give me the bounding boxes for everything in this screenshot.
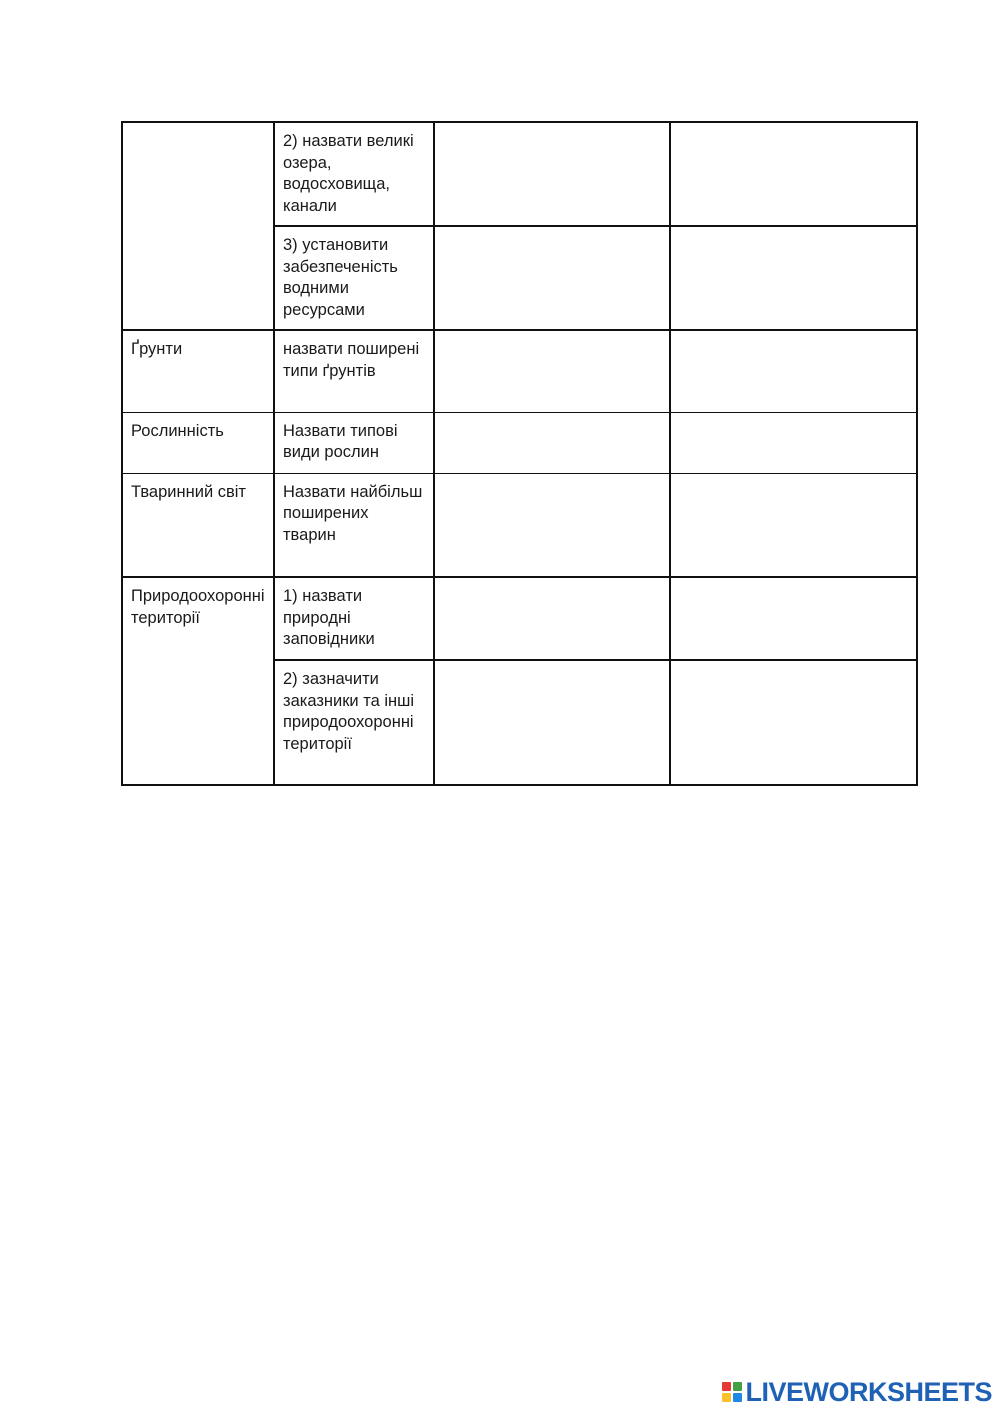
liveworksheets-logo[interactable]	[722, 1377, 992, 1407]
answer-cell[interactable]	[670, 577, 917, 660]
table-row	[122, 473, 917, 577]
answer-cell[interactable]	[434, 577, 670, 660]
topic-cell: Тваринний світ	[122, 473, 274, 577]
task-cell: 2) назвати великі озера, водосховища, канали	[274, 122, 434, 226]
brand-name: LIVEWORKSHEETS	[745, 1376, 992, 1407]
answer-cell[interactable]	[670, 412, 917, 473]
liveworksheets-logo-icon	[722, 1382, 742, 1402]
logo-square	[733, 1382, 742, 1391]
answer-cell[interactable]	[434, 473, 670, 577]
answer-cell[interactable]	[670, 122, 917, 226]
answer-cell[interactable]	[434, 660, 670, 785]
answer-cell[interactable]	[434, 412, 670, 473]
answer-cell[interactable]	[670, 226, 917, 330]
task-cell: Назвати типові види рослин	[274, 412, 434, 473]
answer-cell[interactable]	[670, 473, 917, 577]
topic-cell: Рослинність	[122, 412, 274, 473]
topic-cell	[122, 122, 274, 330]
table-row	[122, 122, 917, 226]
task-cell: назвати поширені типи ґрунтів	[274, 330, 434, 412]
task-cell: 1) назвати природні заповідники	[274, 577, 434, 660]
task-cell: Назвати найбільш поширених тварин	[274, 473, 434, 577]
answer-cell[interactable]	[434, 330, 670, 412]
table-row	[122, 330, 917, 412]
answer-cell[interactable]	[670, 660, 917, 785]
topic-cell: Природоохоронні території	[122, 577, 274, 785]
logo-square	[722, 1393, 731, 1402]
table-row	[122, 577, 917, 660]
answer-cell[interactable]	[434, 122, 670, 226]
logo-square	[722, 1382, 731, 1391]
answer-cell[interactable]	[434, 226, 670, 330]
topic-cell: Ґрунти	[122, 330, 274, 412]
task-cell: 3) установити забезпеченість водними ресурсами	[274, 226, 434, 330]
table-row	[122, 412, 917, 473]
task-cell: 2) зазначити заказники та інші природоохоронні території	[274, 660, 434, 785]
worksheet-table	[121, 121, 918, 786]
answer-cell[interactable]	[670, 330, 917, 412]
logo-square	[733, 1393, 742, 1402]
